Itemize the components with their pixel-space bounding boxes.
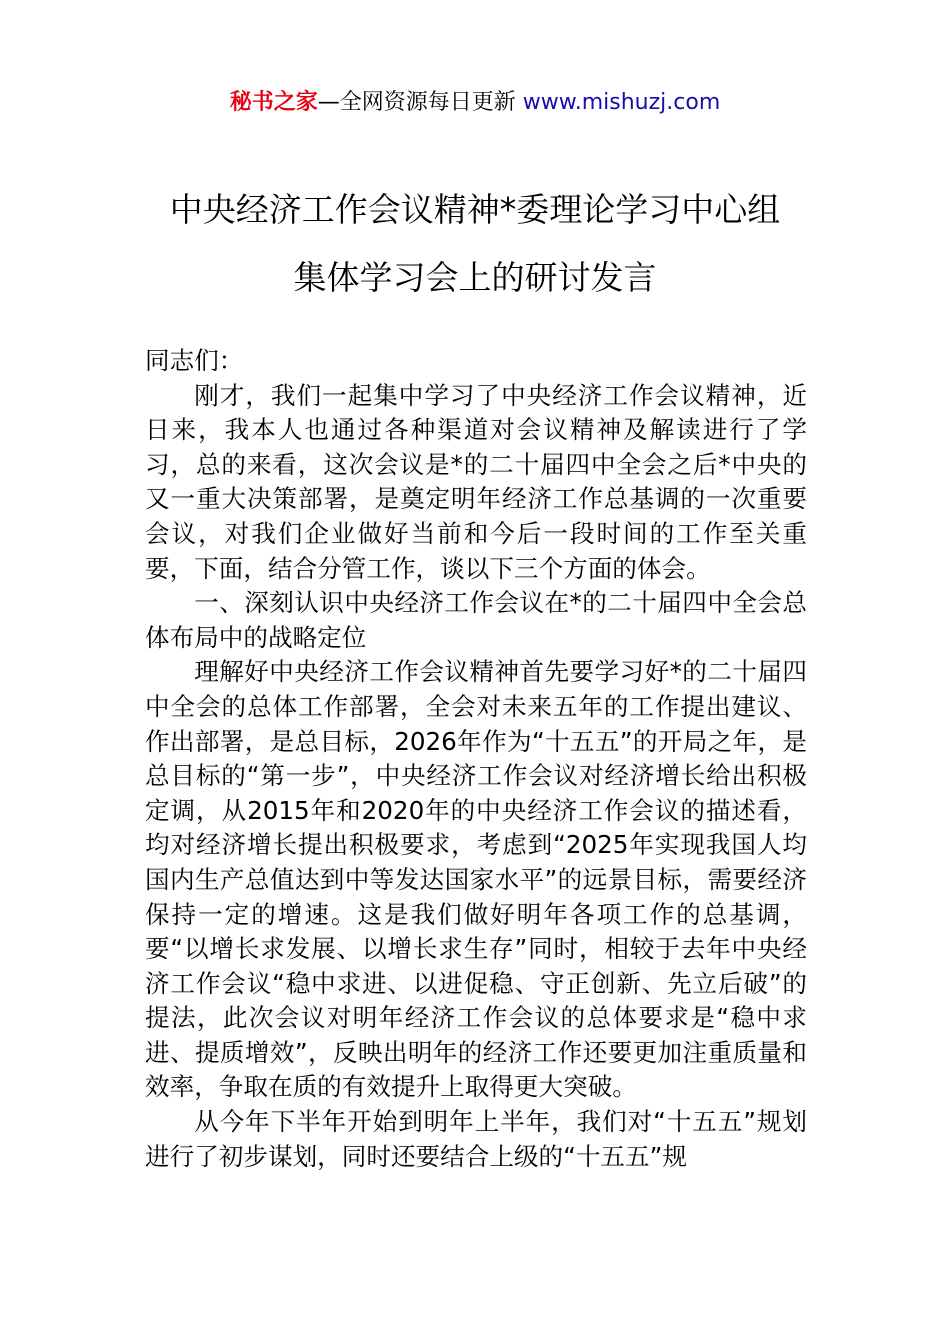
paragraph-intro: 刚才，我们一起集中学习了中央经济工作会议精神，近日来，我本人也通过各种渠道对会议精神及解读进行了学习，总的来看，这次会议是*的二十届四中全会之后*中央的又一重大决策部署，是奠定明年经济工作总基调的一次重要会议，对我们企业做好当前和今后一段时间的工作至关重要，下面，结合分管工作，谈以下三个方面的体会。 (145, 380, 807, 583)
site-header (0, 86, 950, 120)
section-heading-1: 一、深刻认识中央经济工作会议在*的二十届四中全会总体布局中的战略定位 (145, 588, 807, 652)
document-title-line-1: 中央经济工作会议精神*委理论学习中心组 (169, 190, 781, 229)
document-body (145, 344, 807, 1174)
header-slogan: —全网资源每日更新 (317, 90, 523, 115)
paragraph-continued: 从今年下半年开始到明年上半年，我们对“十五五”规划进行了初步谋划，同时还要结合上级的“十五五”规 (145, 1107, 807, 1171)
brand-name: 秘书之家 (229, 90, 318, 115)
document-title-line-2: 集体学习会上的研讨发言 (293, 258, 657, 297)
site-url-link[interactable]: www.mishuzj.com (522, 90, 721, 115)
paragraph-section-1: 理解好中央经济工作会议精神首先要学习好*的二十届四中全会的总体工作部署，全会对未来五年的工作提出建议、作出部署，是总目标，2026年作为“十五五”的开局之年，是总目标的“第一步”，中央经济工作会议对经济增长给出积极定调，从2015年和2020年的中央经济工作会议的描述看，均对经济增长提出积极要求，考虑到“2025年实现我国人均国内生产总值达到中等发达国家水平”的远景目标，需要经济保持一定的增速。这是我们做好明年各项工作的总基调，要“以增长求发展、以增长求生存”同时，相较于去年中央经济工作会议“稳中求进、以进促稳、守正创新、先立后破”的提法，此次会议对明年经济工作会议的总体要求是“稳中求进、提质增效”，反映出明年的经济工作还要更加注重质量和效率，争取在质的有效提升上取得更大突破。 (145, 657, 807, 1102)
salutation: 同志们： (145, 346, 244, 375)
